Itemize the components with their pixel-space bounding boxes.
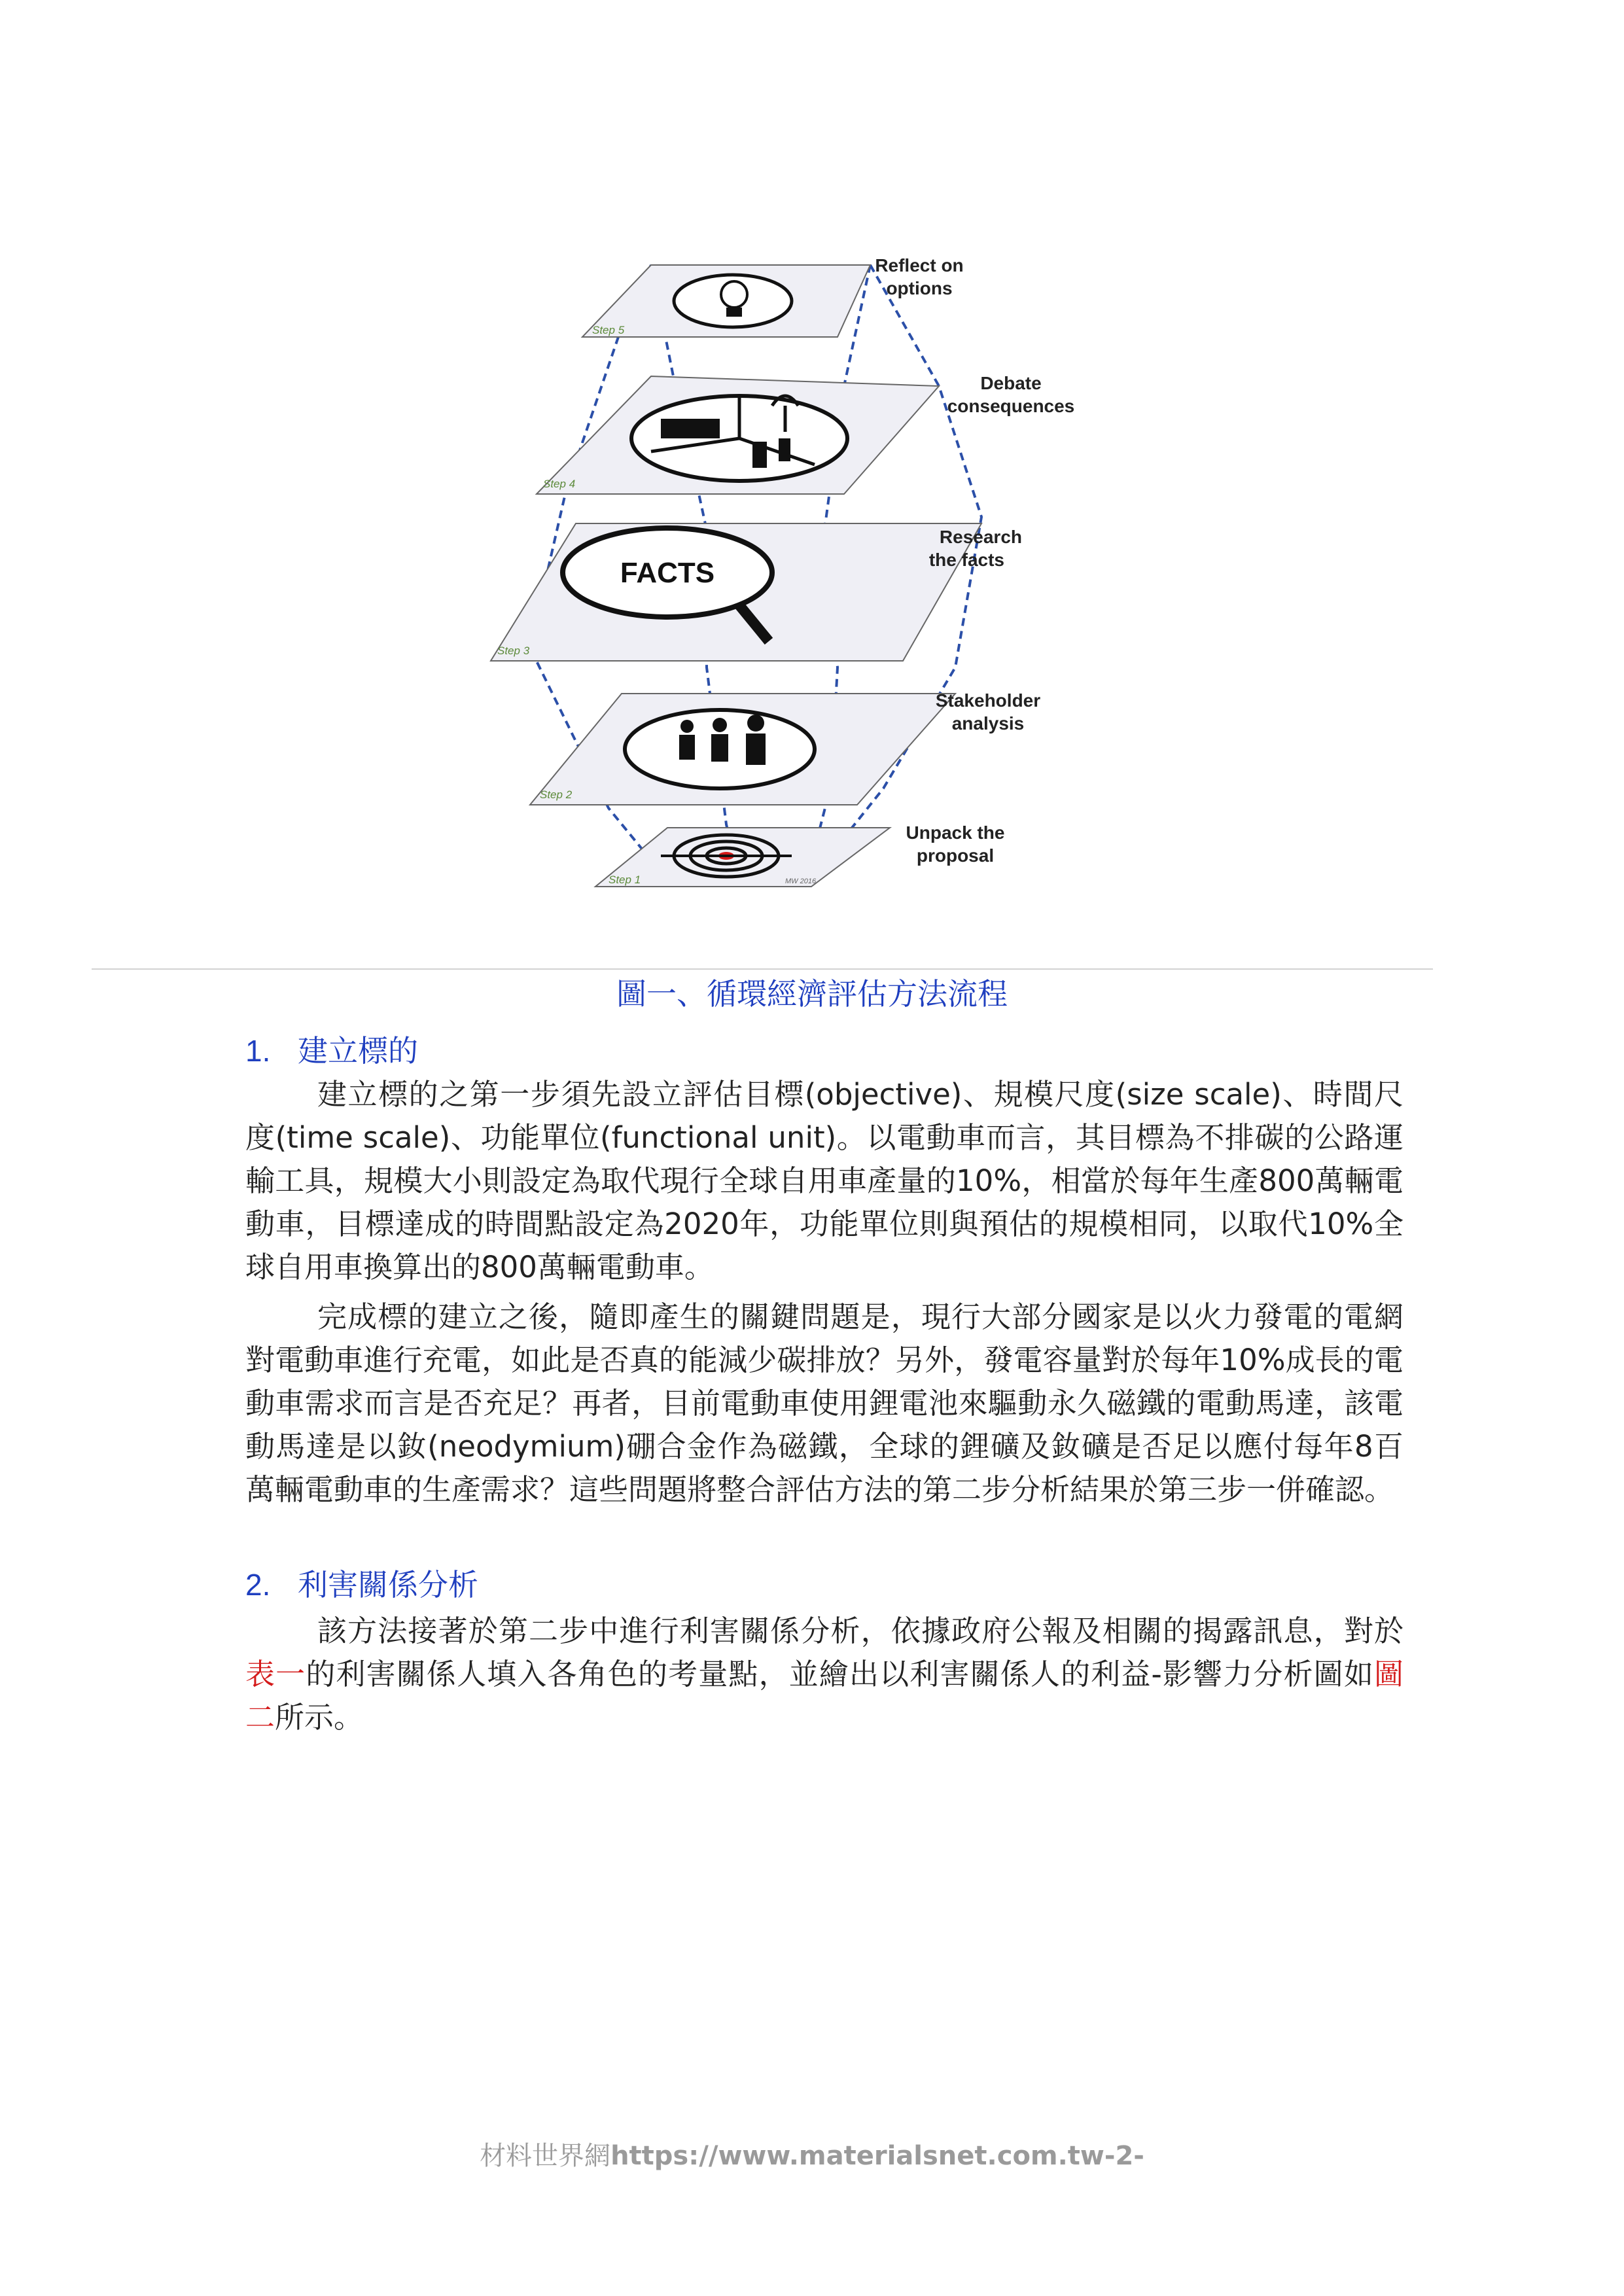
stage-tag-2: Step 2 [540, 788, 573, 801]
section-number-2: 2. [245, 1568, 271, 1602]
section-1-paragraph-1: 建立標的之第一步須先設立評估目標(objective)、規模尺度(size scale)、時間尺度(time scale)、功能單位(functional unit)。以電動車而言，其目標為不排碳的公路運輸工具，規模大小則設定為取代現行全球自用車產量的10%，相當於每年生產800萬輛電動車，目標達成的時間點設定為2020年，功能單位則與預估的規模相同，以取代10%全球自用車換算出的800萬輛電動車。 [245, 1077, 1403, 1284]
layer-step-5 [582, 265, 870, 337]
section-2-text-part2: 的利害關係人填入各角色的考量點，並繪出以利害關係人的利益-影響力分析圖如 [306, 1657, 1374, 1691]
circular-economy-assessment-figure [451, 242, 1075, 923]
layer-step-4 [537, 376, 939, 494]
step-3-label-line1: Research [939, 527, 1022, 547]
layer-step-1 [595, 828, 890, 887]
step-2-label-line1: Stakeholder [935, 690, 1041, 711]
page-footer [0, 2136, 1624, 2176]
caption-divider [92, 968, 1433, 970]
figure-caption: 圖一、循環經濟評估方法流程 [616, 976, 1008, 1012]
section-2-paragraph-1 [245, 1610, 1403, 1739]
section-2-text-part1: 該方法接著於第二步中進行利害關係分析，依據政府公報及相關的揭露訊息，對於 [317, 1614, 1403, 1648]
figure-credit: MW 2016 [785, 877, 817, 885]
stage-tag-4: Step 4 [543, 478, 576, 490]
step-1-label-line1: Unpack the [906, 822, 1005, 843]
stage-tag-3: Step 3 [497, 645, 530, 657]
section-1-paragraph-2: 完成標的建立之後，隨即產生的關鍵問題是，現行大部分國家是以火力發電的電網對電動車進行充電，如此是否真的能減少碳排放？另外，發電容量對於每年10%成長的電動車需求而言是否充足？再者，目前電動車使用鋰電池來驅動永久磁鐵的電動馬達，該電動馬達是以釹(neodymium)硼合金作為磁鐵，全球的鋰礦及釹礦是否足以應付每年8百萬輛電動車的生產需求？這些問題將整合評估方法的第二步分析結果於第三步一併確認。 [245, 1299, 1403, 1507]
step-3-label-line2: the facts [928, 550, 1004, 570]
section-number-1: 1. [245, 1034, 271, 1068]
table-1-reference-link[interactable]: 表一 [245, 1657, 306, 1691]
section-2-text-part3: 所示。 [275, 1700, 364, 1735]
layer-step-2 [530, 694, 955, 805]
step-1-label-line2: proposal [916, 845, 995, 866]
step-5-label-line1: Reflect on [875, 255, 964, 275]
facts-text: FACTS [620, 557, 715, 589]
section-heading-2 [245, 1564, 478, 1606]
step-4-label-line2: consequences [947, 396, 1075, 416]
impact-pie-icon [631, 396, 847, 481]
footer-page-number: -2- [1104, 2141, 1144, 2171]
footer-site-name: 材料世界網 [480, 2141, 611, 2171]
section-heading-1 [245, 1030, 418, 1072]
stage-tag-1: Step 1 [609, 874, 641, 886]
step-4-label-line1: Debate [980, 373, 1042, 393]
layer-step-3 [491, 523, 981, 661]
stage-tag-5: Step 5 [592, 324, 625, 336]
lightbulb-icon [674, 275, 792, 327]
section-title-1: 建立標的 [298, 1033, 418, 1069]
footer-url[interactable]: https://www.materialsnet.com.tw [610, 2141, 1104, 2171]
step-2-label-line2: analysis [951, 713, 1025, 733]
step-5-label-line2: options [886, 278, 953, 298]
figure-2-reference-link[interactable]: 圖二 [245, 1657, 1403, 1735]
people-group-icon [625, 710, 815, 788]
section-title-2: 利害關係分析 [298, 1567, 478, 1602]
